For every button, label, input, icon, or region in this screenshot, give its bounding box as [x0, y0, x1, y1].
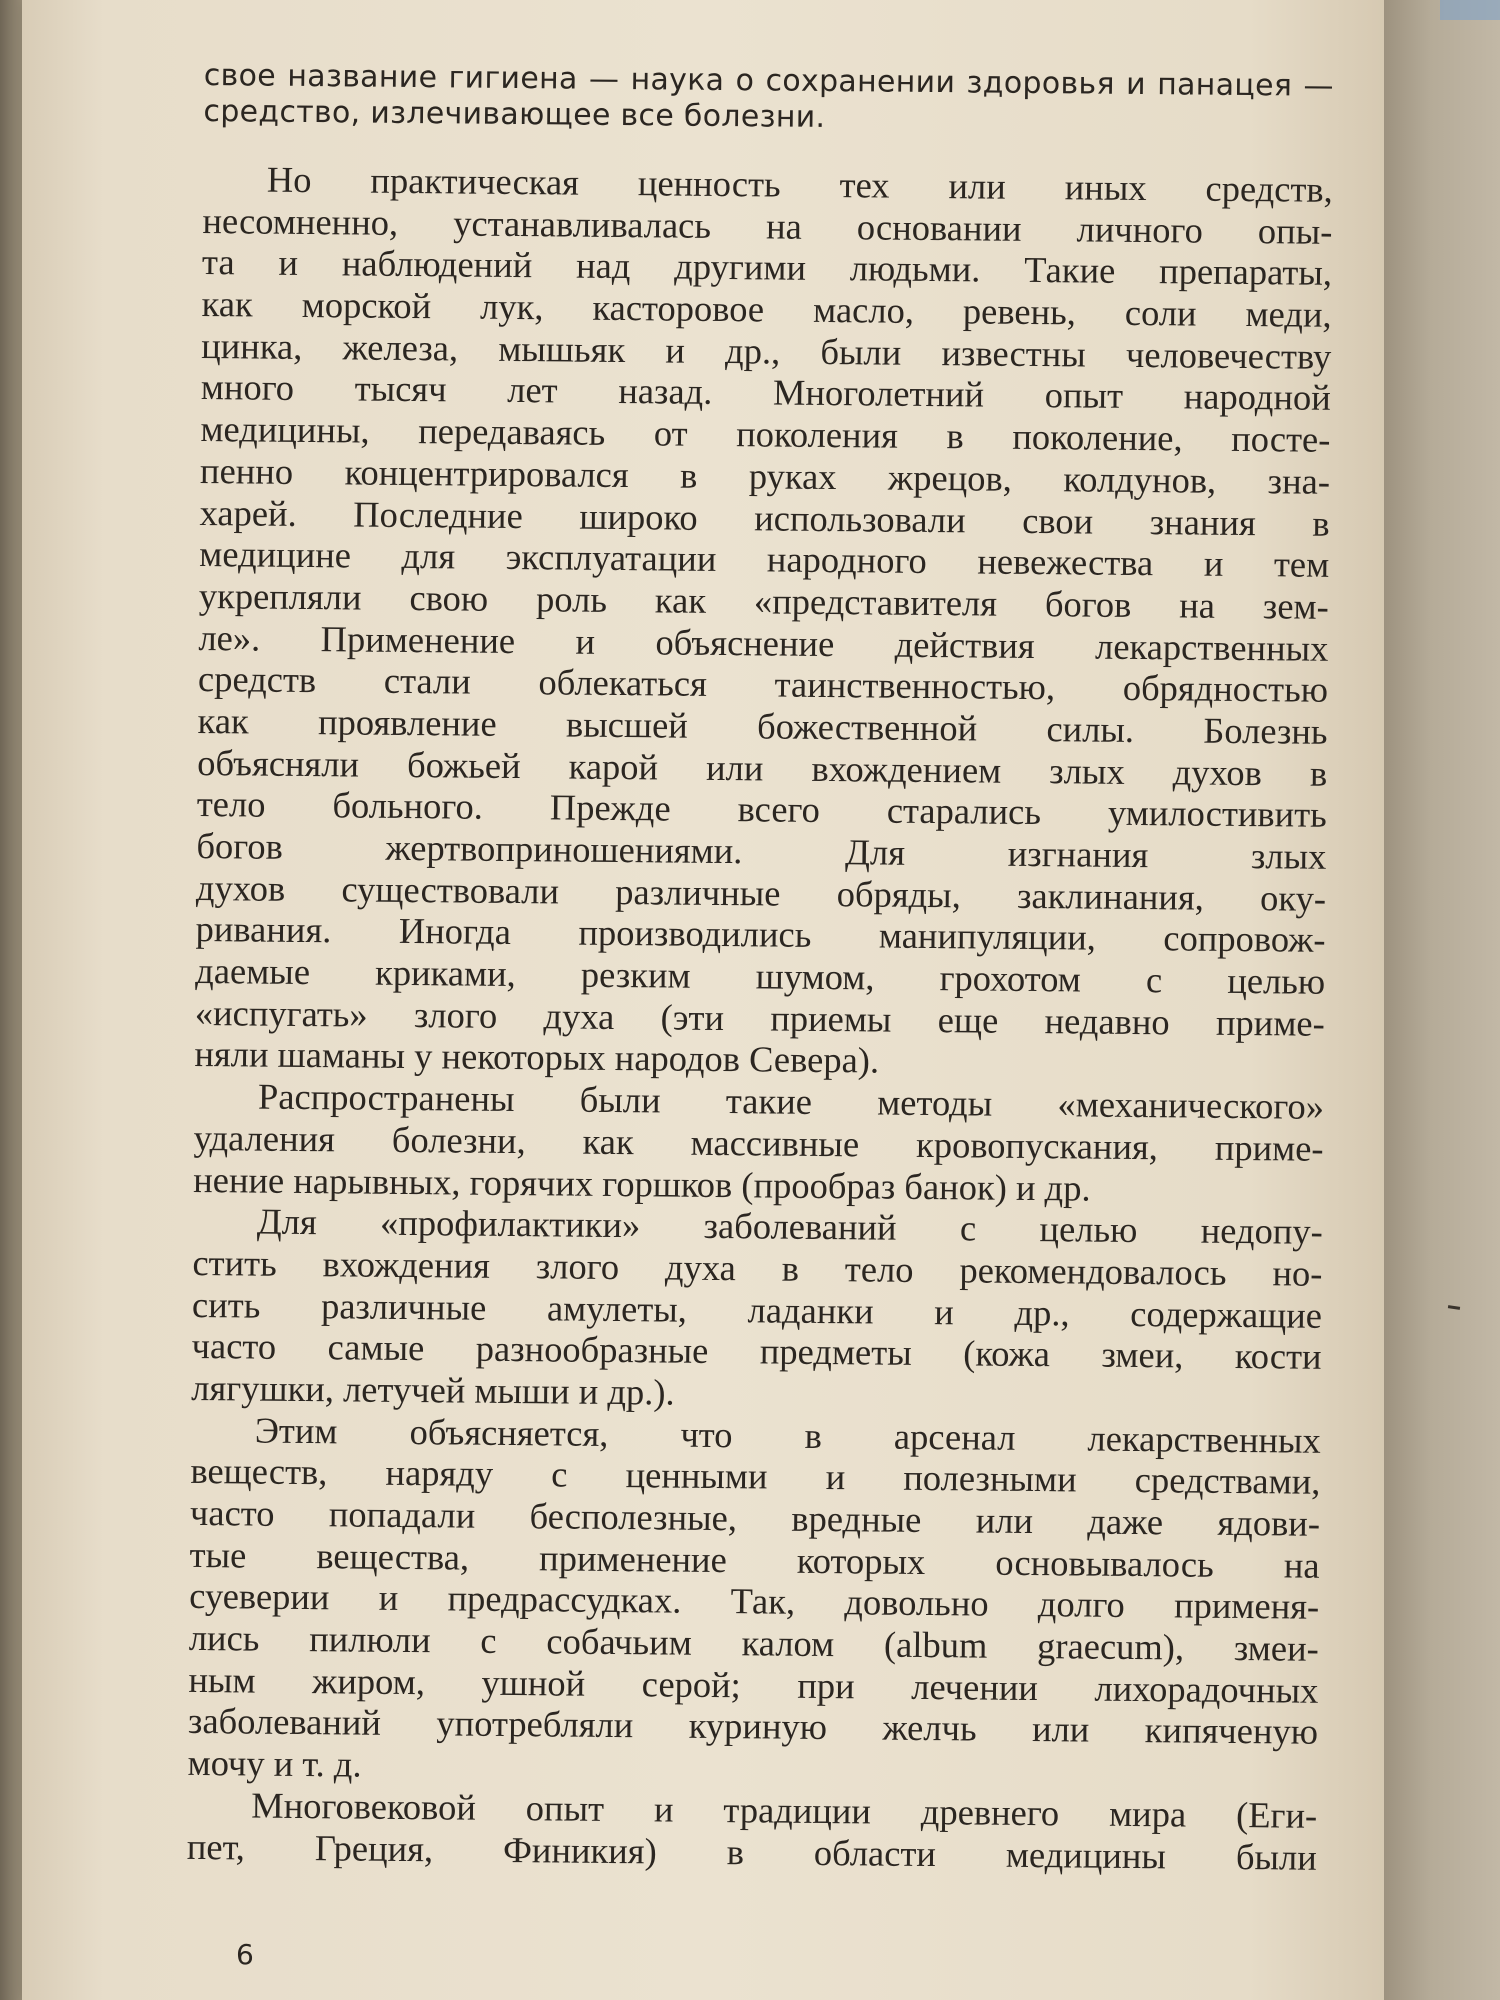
text-line: часто самые разнообразные предметы (кожа змеи, кости: [191, 1325, 1322, 1378]
paragraph: [187, 1784, 1318, 1878]
text-line: укрепляли свою роль как «представителя богов на зем-: [198, 574, 1329, 627]
text-line: заболеваний употребляли куриную желчь или кипяченую: [187, 1700, 1319, 1753]
text-line: медицине для эксплуатации народного невежества и тем: [199, 533, 1330, 586]
text-line: ривания. Иногда производились манипуляции, сопровож-: [195, 908, 1326, 961]
text-line: сить различные амулеты, ладанки и др., содержащие: [191, 1283, 1323, 1336]
paragraph: [191, 1200, 1323, 1419]
text-line: стить вхождения злого духа в тело рекомендовалось но-: [192, 1241, 1323, 1294]
text-line: часто попадали бесполезные, вредные или даже ядови-: [189, 1491, 1321, 1544]
text-line: даемые криками, резким шумом, грохотом с целью: [195, 950, 1326, 1002]
text-line: Распространены были такие методы «механического»: [257, 1075, 1325, 1127]
text-line: богов жертвоприношениями. Для изгнания злых: [196, 824, 1327, 877]
header-line: средство, излечивающее все болезни.: [203, 93, 826, 135]
text-line: Но практическая ценность тех или иных средств,: [266, 158, 1333, 210]
text-line: медицины, передаваясь от поколения в поколение, посте-: [200, 408, 1331, 460]
paragraph: [193, 1075, 1324, 1211]
header-continuation: [203, 58, 1334, 141]
background-surface: [1384, 0, 1500, 2000]
text-line: мочу и т. д.: [187, 1742, 362, 1785]
paragraph: [194, 158, 1333, 1086]
text-line: нение нарывных, горячих горшков (прообраз банок) и др.: [193, 1158, 1091, 1209]
text-line: тело больного. Прежде всего старались умилостивить: [196, 783, 1327, 836]
text-line: лись пилюли с собачьим калом (album graecum), змеи-: [188, 1616, 1319, 1669]
page-text: [187, 58, 1334, 1878]
text-line: объясняли божьей карой или вхождением злых духов в: [197, 741, 1328, 794]
text-line: Этим объясняется, что в арсенал лекарственных: [254, 1409, 1321, 1461]
text-line: цинка, железа, мышьяк и др., были известны человечеству: [201, 324, 1332, 377]
text-line: та и наблюдений над другими людьми. Такие препараты,: [201, 241, 1333, 294]
text-line: суеверии и предрассудках. Так, довольно долго применя-: [189, 1575, 1320, 1628]
text-line: духов существовали различные обряды, заклинания, оку-: [195, 866, 1327, 919]
text-line: пет, Греция, Финикия) в области медицины были: [186, 1825, 1317, 1878]
text-line: средств стали облекаться таинственностью, обрядностью: [197, 658, 1329, 711]
text-line: ле». Применение и объяснение действия лекарственных: [198, 616, 1329, 669]
blue-object-edge: [1440, 0, 1500, 20]
text-line: несомненно, устанавливалась на основании личного опы-: [202, 199, 1333, 252]
text-line: веществ, наряду с ценными и полезными средствами,: [190, 1450, 1321, 1503]
text-line: Многовековой опыт и традиции древнего мира (Еги-: [251, 1784, 1318, 1836]
text-line: много тысяч лет назад. Многолетний опыт народной: [200, 366, 1331, 419]
text-line: лягушки, летучей мыши и др.).: [191, 1366, 675, 1413]
text-line: удаления болезни, как массивные кровопускания, приме-: [193, 1116, 1324, 1169]
text-line: пенно концентрировался в руках жрецов, колдунов, зна-: [199, 449, 1331, 502]
text-line: как морской лук, касторовое масло, ревень, соли меди,: [201, 283, 1332, 335]
text-line: Для «профилактики» заболеваний с целью недопу-: [256, 1200, 1323, 1252]
body-text: [187, 158, 1333, 1878]
text-line: харей. Последние широко использовали свои знания в: [199, 491, 1330, 544]
text-line: няли шаманы у некоторых народов Севера).: [194, 1033, 880, 1081]
text-line: ным жиром, ушной серой; при лечении лихорадочных: [188, 1658, 1319, 1711]
header-line: свое название гигиена — наука о сохранении здоровья и панацея —: [203, 58, 1334, 104]
paragraph: [187, 1409, 1321, 1795]
page-number: 6: [236, 1938, 254, 1971]
text-line: «испугать» злого духа (эти приемы еще недавно приме-: [194, 991, 1325, 1044]
text-line: как проявление высшей божественной силы. Болезнь: [197, 699, 1328, 752]
text-line: тые вещества, применение которых основывалось на: [189, 1533, 1320, 1586]
